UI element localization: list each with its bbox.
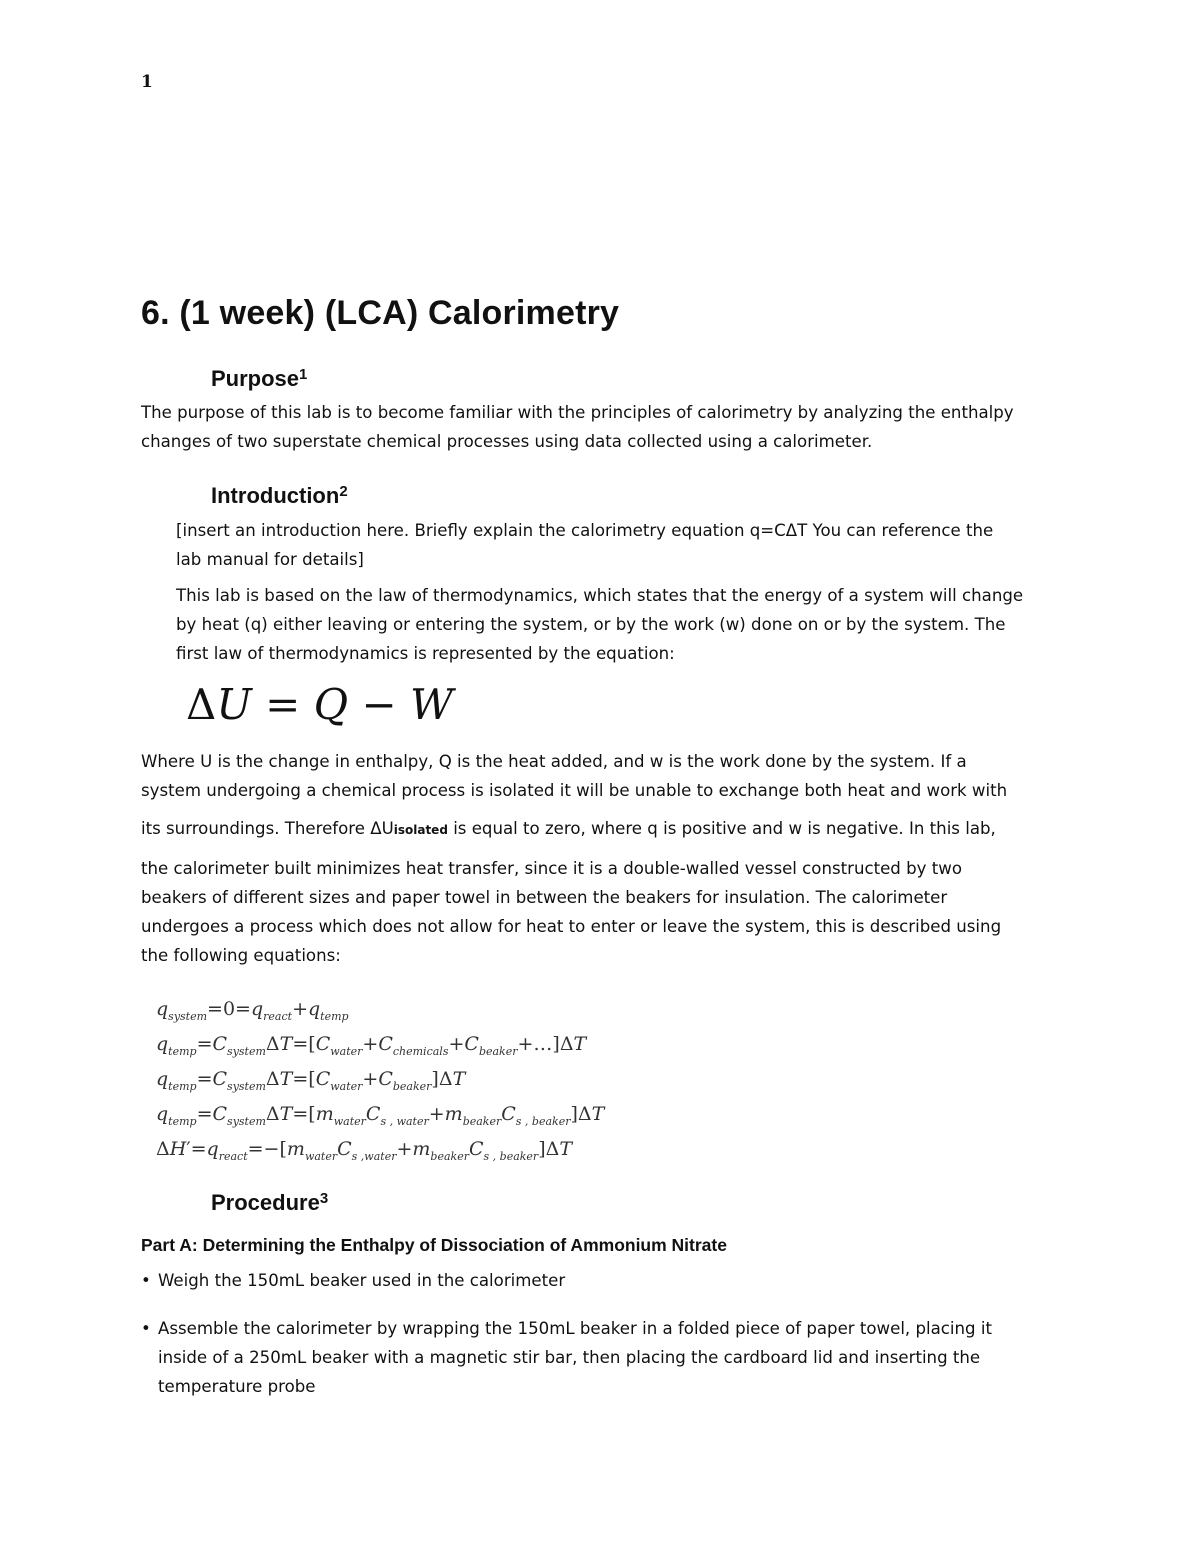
explanation-line: system undergoing a chemical process is isolated it will be unable to exchange both heat and work with <box>141 781 1008 800</box>
explanation-line: Where U is the change in enthalpy, Q is the heat added, and w is the work done by the system. If a <box>141 752 967 771</box>
equals-sign: = <box>265 680 301 729</box>
introduction-heading-text: Introduction <box>211 483 340 508</box>
explanation-text: its surroundings. Therefore ΔU <box>141 819 394 838</box>
equation-line: $q_{temp}=C_{system}\Delta T=[C_{water}+C_{beaker}]\Delta T$ <box>156 1068 466 1093</box>
page-title: 6. (1 week) (LCA) Calorimetry <box>141 294 620 332</box>
minus-sign: − <box>361 680 397 729</box>
procedure-footnote: 3 <box>319 1190 329 1207</box>
introduction-explanation <box>141 747 1007 970</box>
equation-line: $q_{system}=0=q_{react}+q_{temp}$ <box>156 998 349 1023</box>
bullet-line: inside of a 250mL beaker with a magnetic stir bar, then placing the cardboard lid and inserting the <box>158 1348 981 1367</box>
explanation-line <box>141 814 1007 845</box>
purpose-line: The purpose of this lab is to become familiar with the principles of calorimetry by analyzing the enthalpy <box>141 403 1014 422</box>
introduction-paragraph <box>176 581 1023 668</box>
equation-line: $\Delta H'=q_{react}=-[m_{water}C_{s ,water}+m_{beaker}C_{s , beaker}]\Delta T$ <box>156 1138 573 1163</box>
placeholder-line: [insert an introduction here. Briefly explain the calorimetry equation q=CΔT You can reference the <box>176 521 994 540</box>
introduction-footnote: 2 <box>339 483 348 500</box>
intro-line: by heat (q) either leaving or entering the system, or by the work (w) done on or by the system. The <box>176 615 1006 634</box>
purpose-text <box>141 398 1014 456</box>
purpose-heading <box>211 366 307 392</box>
bullet-text: Weigh the 150mL beaker used in the calorimeter <box>158 1271 566 1290</box>
delta-symbol: Δ <box>186 680 217 729</box>
introduction-placeholder <box>176 516 993 574</box>
list-item <box>141 1314 1061 1401</box>
bullet-line: temperature probe <box>158 1377 316 1396</box>
explanation-line: the following equations: <box>141 946 341 965</box>
calorimetry-equations <box>156 992 604 1167</box>
procedure-heading <box>211 1190 328 1216</box>
explanation-line: beakers of different sizes and paper towel in between the beakers for insulation. The calorimeter <box>141 888 948 907</box>
intro-line: first law of thermodynamics is represented by the equation: <box>176 644 675 663</box>
explanation-line: the calorimeter built minimizes heat transfer, since it is a double-walled vessel constructed by two <box>141 859 962 878</box>
isolated-subscript: isolated <box>393 823 448 837</box>
equation-line: $q_{temp}=C_{system}\Delta T=[m_{water}C_{s , water}+m_{beaker}C_{s , beaker}]\Delta T$ <box>156 1103 605 1128</box>
explanation-text: is equal to zero, where q is positive and w is negative. In this lab, <box>447 819 996 838</box>
intro-line: This lab is based on the law of thermodynamics, which states that the energy of a system will change <box>176 586 1024 605</box>
purpose-heading-text: Purpose <box>211 366 300 391</box>
first-law-equation: ΔU = Q − W <box>186 680 454 729</box>
purpose-footnote: 1 <box>299 366 308 383</box>
page-number: 1 <box>141 72 153 92</box>
placeholder-line: lab manual for details] <box>176 550 364 569</box>
procedure-bullet-list <box>141 1266 1061 1401</box>
list-item <box>141 1266 1061 1295</box>
bullet-line: • Assemble the calorimeter by wrapping the 150mL beaker in a folded piece of paper towel, placing it <box>158 1319 992 1338</box>
equation-line: $q_{temp}=C_{system}\Delta T=[C_{water}+C_{chemicals}+C_{beaker}+\dots]\Delta T$ <box>156 1033 587 1058</box>
explanation-line: undergoes a process which does not allow for heat to enter or leave the system, this is described using <box>141 917 1002 936</box>
purpose-line: changes of two superstate chemical processes using data collected using a calorimeter. <box>141 432 873 451</box>
procedure-heading-text: Procedure <box>211 1190 320 1215</box>
introduction-heading <box>211 483 348 509</box>
part-a-title: Part A: Determining the Enthalpy of Dissociation of Ammonium Nitrate <box>141 1235 727 1255</box>
